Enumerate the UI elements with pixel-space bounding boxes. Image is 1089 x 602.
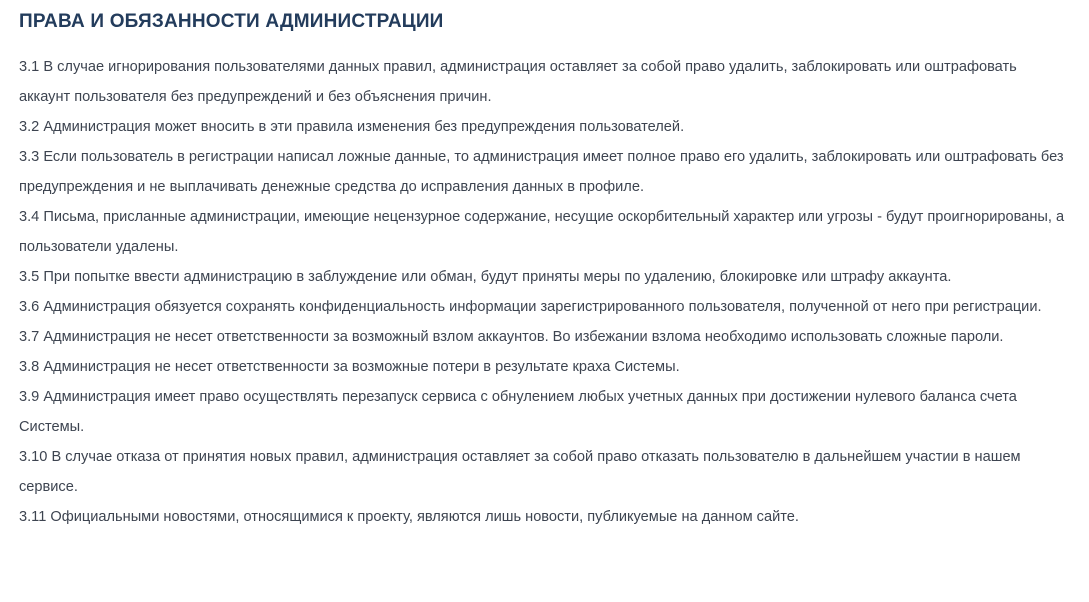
rule-3-4: 3.4 Письма, присланные администрации, имеющие нецензурное содержание, несущие оскорбительный характер или угрозы - будут проигнорированы, а пользователи удалены. bbox=[19, 209, 1065, 255]
section-title: ПРАВА И ОБЯЗАННОСТИ АДМИНИСТРАЦИИ bbox=[19, 11, 444, 32]
rule-3-11: 3.11 Официальными новостями, относящимися к проекту, являются лишь новости, публикуемые на данном сайте. bbox=[19, 509, 799, 525]
rule-3-1: 3.1 В случае игнорирования пользователями данных правил, администрация оставляет за собой право удалить, заблокировать или оштрафовать аккаунт пользователя без предупреждений и без объяснения причин. bbox=[19, 59, 1017, 105]
rule-3-7: 3.7 Администрация не несет ответственности за возможный взлом аккаунтов. Во избежании взлома необходимо использовать сложные пароли. bbox=[19, 329, 1004, 345]
rule-3-8: 3.8 Администрация не несет ответственности за возможные потери в результате краха Системы. bbox=[19, 359, 680, 375]
rule-3-10: 3.10 В случае отказа от принятия новых правил, администрация оставляет за собой право отказать пользователю в дальнейшем участии в нашем сервисе. bbox=[19, 449, 1021, 495]
rule-3-5: 3.5 При попытке ввести администрацию в заблуждение или обман, будут приняты меры по удалению, блокировке или штрафу аккаунта. bbox=[19, 269, 952, 285]
rule-3-3: 3.3 Если пользователь в регистрации написал ложные данные, то администрация имеет полное право его удалить, заблокировать или оштрафовать без предупреждения и не выплачивать денежные средства до исправления данных в профиле. bbox=[19, 149, 1064, 195]
rule-3-2: 3.2 Администрация может вносить в эти правила изменения без предупреждения пользователей. bbox=[19, 119, 685, 135]
rules-list bbox=[19, 52, 1069, 532]
rule-3-9: 3.9 Администрация имеет право осуществлять перезапуск сервиса с обнулением любых учетных данных при достижении нулевого баланса счета Системы. bbox=[19, 389, 1017, 435]
rule-3-6: 3.6 Администрация обязуется сохранять конфиденциальность информации зарегистрированного пользователя, полученной от него при регистрации. bbox=[19, 299, 1042, 315]
